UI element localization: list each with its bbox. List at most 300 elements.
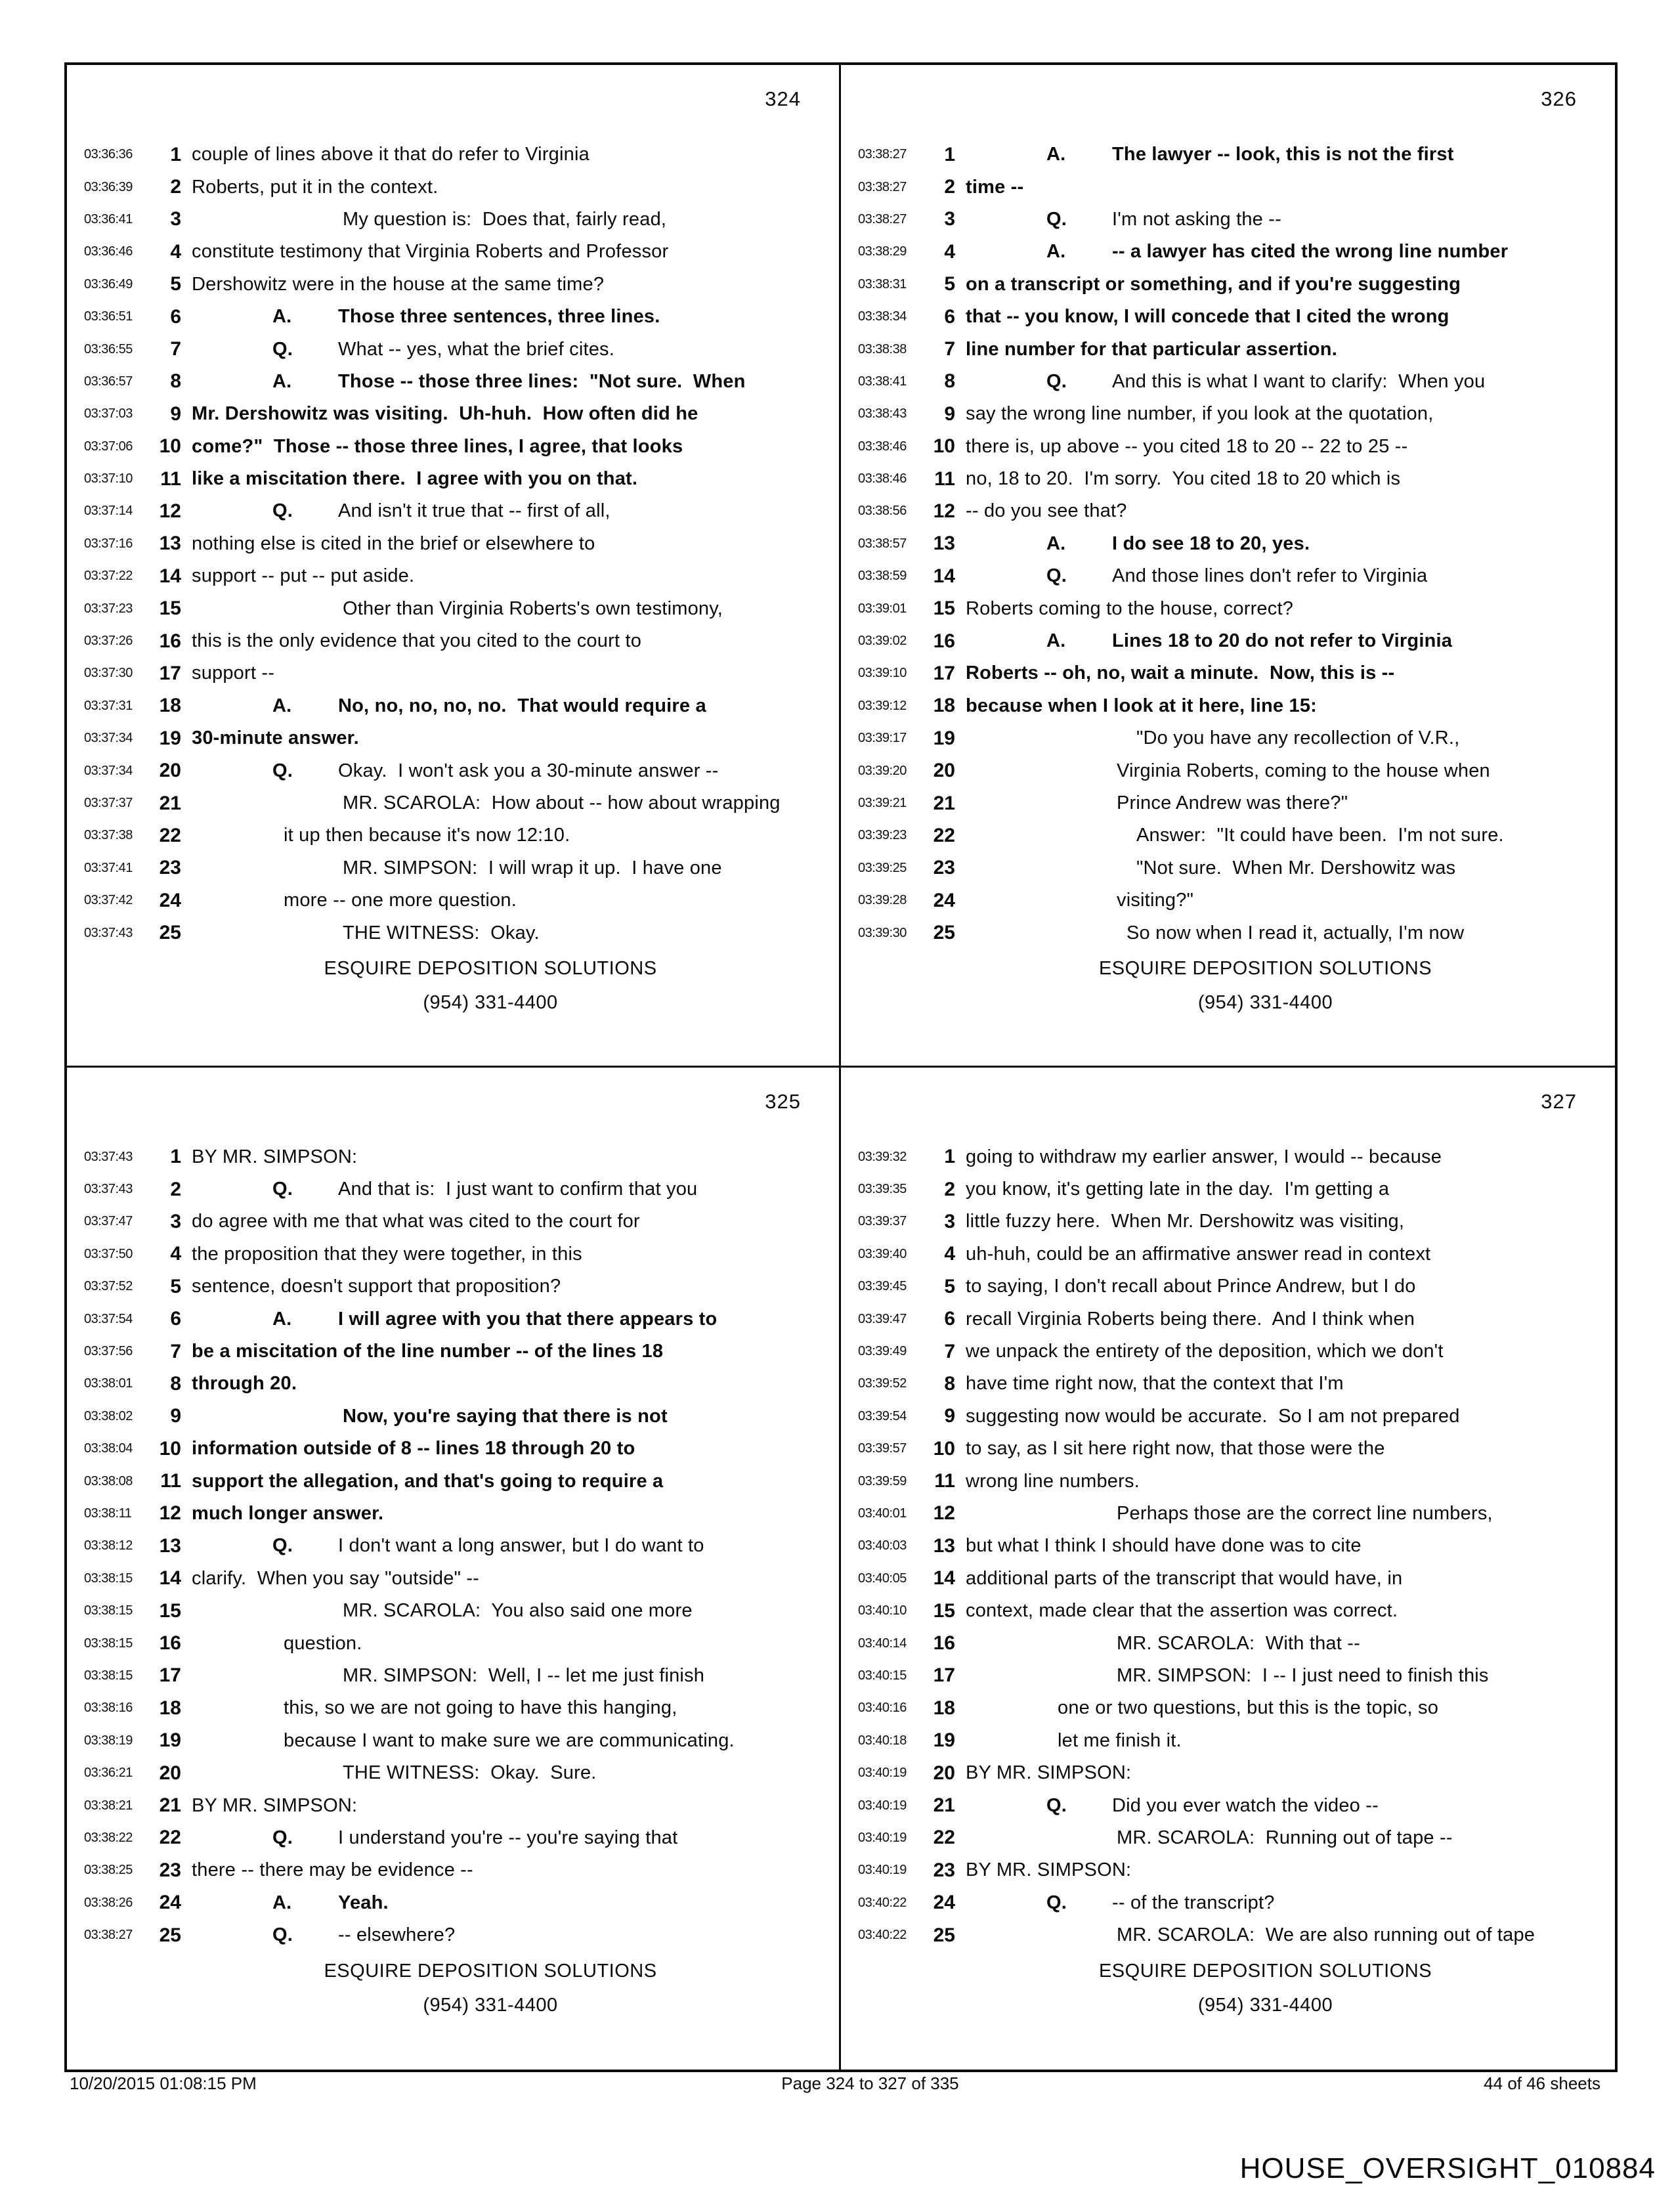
line-timestamp: 03:37:47 [84, 1214, 133, 1229]
transcript-line [841, 1530, 1610, 1562]
transcript-line [841, 204, 1610, 236]
line-number: 24 [933, 889, 955, 911]
line-timestamp: 03:37:10 [84, 471, 133, 487]
line-number: 21 [159, 792, 181, 814]
transcript-line [841, 366, 1610, 398]
line-number: 15 [159, 597, 181, 620]
page-number: 324 [765, 87, 801, 110]
transcript-line [67, 852, 834, 884]
line-timestamp: 03:40:22 [858, 1895, 907, 1910]
line-text: this is the only evidence that you cited to the court to [192, 630, 642, 652]
line-text: Q. -- of the transcript? [1046, 1892, 1275, 1913]
transcript-line [67, 884, 834, 917]
line-number: 7 [944, 338, 955, 360]
transcript-line [67, 1335, 834, 1368]
qa-marker: A. [1046, 532, 1066, 554]
transcript-line [67, 1563, 834, 1595]
line-number: 17 [159, 1664, 181, 1687]
line-text: question. [284, 1632, 362, 1654]
footer-sheet-count: 44 of 46 sheets [1484, 2073, 1600, 2093]
line-text: Prince Andrew was there?" [1117, 792, 1348, 813]
line-timestamp: 03:39:45 [858, 1279, 907, 1294]
line-text: support -- [192, 662, 275, 684]
line-text: no, 18 to 20. I'm sorry. You cited 18 to 20 which is [966, 468, 1401, 490]
line-timestamp: 03:39:01 [858, 601, 907, 616]
line-number: 8 [170, 1372, 181, 1395]
line-number: 17 [933, 662, 955, 684]
transcript-line [841, 1368, 1610, 1400]
transcript-line [841, 1303, 1610, 1335]
transcript-line [67, 787, 834, 819]
line-text: much longer answer. [192, 1502, 384, 1524]
transcript-line [67, 1498, 834, 1530]
transcript-line [841, 625, 1610, 657]
transcript-line [841, 852, 1610, 884]
line-number: 21 [159, 1794, 181, 1816]
transcript-line [841, 495, 1610, 527]
line-number: 4 [944, 240, 955, 263]
page-footer-phone: (954) 331-4400 [1197, 992, 1333, 1013]
line-text: little fuzzy here. When Mr. Dershowitz was visiting, [966, 1211, 1405, 1232]
line-timestamp: 03:37:31 [84, 698, 133, 713]
line-text: MR. SCAROLA: We are also running out of tape [1117, 1924, 1535, 1946]
transcript-line [841, 787, 1610, 819]
transcript-page-326 [841, 65, 1615, 1068]
line-timestamp: 03:38:34 [858, 309, 907, 324]
line-text: constitute testimony that Virginia Roberts and Professor [192, 241, 669, 263]
line-text: uh-huh, could be an affirmative answer read in context [966, 1243, 1431, 1265]
line-text: line number for that particular assertion. [966, 338, 1337, 360]
transcript-line [67, 819, 834, 852]
transcript-line [841, 1205, 1610, 1238]
line-text: Q. And those lines don't refer to Virginia [1046, 565, 1428, 587]
pages-grid [64, 62, 1618, 2072]
line-number: 9 [944, 1405, 955, 1427]
line-timestamp: 03:38:46 [858, 439, 907, 454]
transcript-line [67, 1303, 834, 1335]
transcript-line [841, 1660, 1610, 1692]
line-timestamp: 03:38:12 [84, 1538, 133, 1553]
line-timestamp: 03:37:52 [84, 1279, 133, 1294]
line-number: 12 [933, 1502, 955, 1525]
line-timestamp: 03:39:12 [858, 698, 907, 713]
line-text: Now, you're saying that there is not [343, 1405, 668, 1427]
line-number: 8 [944, 370, 955, 393]
transcript-line [67, 431, 834, 463]
line-number: 23 [159, 1859, 181, 1881]
transcript-page-324 [67, 65, 841, 1068]
line-number: 5 [944, 273, 955, 295]
line-number: 13 [933, 532, 955, 555]
line-text: have time right now, that the context that I'm [966, 1373, 1344, 1395]
line-text: it up then because it's now 12:10. [284, 825, 570, 846]
line-text: A. No, no, no, no, no. That would require a [272, 695, 706, 716]
transcript-line [841, 1595, 1610, 1627]
line-text: BY MR. SIMPSON: [192, 1146, 358, 1167]
line-timestamp: 03:37:37 [84, 796, 133, 810]
line-timestamp: 03:37:56 [84, 1344, 133, 1359]
line-number: 7 [944, 1340, 955, 1362]
transcript-line [67, 1660, 834, 1692]
line-number: 7 [170, 1340, 181, 1362]
transcript-line [841, 884, 1610, 917]
line-timestamp: 03:40:19 [858, 1766, 907, 1781]
line-number: 22 [159, 824, 181, 846]
line-timestamp: 03:36:51 [84, 309, 133, 324]
transcript-line [67, 236, 834, 268]
line-number: 3 [944, 1210, 955, 1232]
line-text: time -- [966, 176, 1024, 198]
qa-marker: Q. [1046, 370, 1067, 392]
line-text: Roberts -- oh, no, wait a minute. Now, this is -- [966, 662, 1395, 684]
transcript-line [67, 1238, 834, 1270]
transcript-line [67, 1141, 834, 1173]
line-timestamp: 03:36:41 [84, 211, 133, 227]
line-timestamp: 03:38:27 [858, 147, 907, 162]
line-text: Q. I understand you're -- you're saying that [272, 1827, 678, 1848]
line-timestamp: 03:37:06 [84, 439, 133, 454]
line-timestamp: 03:39:40 [858, 1246, 907, 1261]
line-text: support the allegation, and that's going to require a [192, 1470, 664, 1492]
page-footer-company: ESQUIRE DEPOSITION SOLUTIONS [324, 958, 657, 979]
line-text: "Not sure. When Mr. Dershowitz was [1136, 857, 1456, 878]
line-timestamp: 03:37:22 [84, 569, 133, 584]
line-number: 4 [170, 1243, 181, 1265]
line-text: there is, up above -- you cited 18 to 20 -- 22 to 25 -- [966, 435, 1408, 457]
line-text: MR. SCAROLA: You also said one more [343, 1600, 693, 1622]
line-number: 4 [944, 1243, 955, 1265]
line-timestamp: 03:40:18 [858, 1733, 907, 1748]
line-text: come?" Those -- those three lines, I agree, that looks [192, 435, 683, 457]
line-text: A. Yeah. [272, 1892, 389, 1913]
line-timestamp: 03:37:38 [84, 828, 133, 843]
line-timestamp: 03:39:59 [858, 1473, 907, 1488]
line-number: 23 [933, 857, 955, 879]
line-timestamp: 03:37:42 [84, 893, 133, 908]
transcript-lines [67, 1141, 834, 1952]
line-number: 5 [170, 273, 181, 295]
qa-marker: Q. [1046, 1794, 1067, 1816]
transcript-line [841, 269, 1610, 301]
line-text: My question is: Does that, fairly read, [343, 208, 667, 230]
line-text: because I want to make sure we are communicating. [284, 1729, 735, 1751]
line-text: MR. SCAROLA: Running out of tape -- [1117, 1827, 1453, 1848]
line-text: because when I look at it here, line 15: [966, 695, 1317, 716]
line-timestamp: 03:40:03 [858, 1538, 907, 1553]
line-text: through 20. [192, 1373, 297, 1395]
qa-marker: A. [272, 1892, 292, 1913]
line-timestamp: 03:40:01 [858, 1506, 907, 1521]
line-number: 25 [159, 922, 181, 944]
line-timestamp: 03:39:37 [858, 1214, 907, 1229]
line-number: 9 [170, 402, 181, 425]
line-text: So now when I read it, actually, I'm now [1127, 922, 1465, 943]
line-number: 2 [170, 1178, 181, 1200]
line-timestamp: 03:36:55 [84, 341, 133, 357]
qa-marker: Q. [1046, 208, 1067, 230]
line-number: 23 [159, 857, 181, 879]
line-text: BY MR. SIMPSON: [966, 1762, 1132, 1784]
line-text: additional parts of the transcript that would have, in [966, 1567, 1403, 1589]
transcript-line [67, 139, 834, 171]
line-number: 18 [933, 1697, 955, 1719]
line-text: you know, it's getting late in the day. I'm getting a [966, 1179, 1390, 1200]
line-timestamp: 03:39:20 [858, 763, 907, 778]
line-number: 20 [933, 760, 955, 782]
transcript-line [67, 495, 834, 527]
line-timestamp: 03:36:21 [84, 1766, 133, 1781]
transcript-line [841, 819, 1610, 852]
line-number: 10 [933, 435, 955, 458]
transcript-line [67, 204, 834, 236]
line-number: 1 [170, 1146, 181, 1168]
transcript-line [67, 754, 834, 787]
line-timestamp: 03:39:49 [858, 1344, 907, 1359]
line-text: clarify. When you say "outside" -- [192, 1567, 480, 1589]
line-text: Answer: "It could have been. I'm not sure. [1136, 825, 1504, 846]
line-number: 11 [934, 1470, 955, 1492]
line-timestamp: 03:38:41 [858, 374, 907, 389]
line-number: 24 [159, 889, 181, 911]
line-text: Q. Okay. I won't ask you a 30-minute answer -- [272, 760, 719, 781]
line-timestamp: 03:36:36 [84, 147, 133, 162]
transcript-line [67, 269, 834, 301]
line-number: 18 [933, 695, 955, 717]
line-text: be a miscitation of the line number -- of the lines 18 [192, 1341, 664, 1362]
qa-marker: A. [272, 306, 292, 328]
line-number: 24 [933, 1892, 955, 1914]
transcript-page-325 [67, 1068, 841, 2070]
line-timestamp: 03:37:14 [84, 504, 133, 519]
line-text: one or two questions, but this is the topic, so [1058, 1697, 1439, 1719]
transcript-line [841, 722, 1610, 754]
line-text: MR. SIMPSON: I -- I just need to finish this [1117, 1664, 1489, 1686]
transcript-line [67, 1595, 834, 1627]
transcript-line [67, 1400, 834, 1433]
line-timestamp: 03:38:38 [858, 341, 907, 357]
line-timestamp: 03:37:43 [84, 925, 133, 940]
transcript-line [841, 1822, 1610, 1854]
line-timestamp: 03:40:16 [858, 1701, 907, 1716]
transcript-line [841, 1692, 1610, 1724]
line-number: 22 [933, 1827, 955, 1849]
line-text: Dershowitz were in the house at the same time? [192, 273, 605, 295]
line-timestamp: 03:38:27 [84, 1928, 133, 1943]
line-number: 3 [170, 208, 181, 230]
line-timestamp: 03:36:39 [84, 179, 133, 194]
line-number: 14 [933, 565, 955, 587]
transcript-line [67, 1919, 834, 1951]
transcript-line [841, 1238, 1610, 1270]
line-timestamp: 03:39:21 [858, 796, 907, 810]
line-number: 6 [170, 305, 181, 328]
transcript-line [841, 171, 1610, 203]
line-text: there -- there may be evidence -- [192, 1859, 473, 1881]
line-number: 15 [159, 1599, 181, 1622]
line-timestamp: 03:39:52 [858, 1376, 907, 1391]
transcript-line [841, 528, 1610, 560]
transcript-line [67, 1692, 834, 1724]
transcript-line [67, 1789, 834, 1821]
line-timestamp: 03:38:04 [84, 1441, 133, 1456]
line-text: like a miscitation there. I agree with you on that. [192, 468, 638, 490]
line-number: 15 [933, 597, 955, 620]
qa-marker: Q. [272, 760, 293, 781]
page-number: 325 [765, 1089, 801, 1113]
line-timestamp: 03:36:57 [84, 374, 133, 389]
line-text: A. I do see 18 to 20, yes. [1046, 532, 1310, 554]
line-number: 19 [933, 1729, 955, 1752]
footer-timestamp: 10/20/2015 01:08:15 PM [70, 2073, 257, 2093]
line-text: to say, as I sit here right now, that those were the [966, 1438, 1385, 1460]
line-number: 3 [944, 208, 955, 230]
line-number: 17 [159, 662, 181, 684]
line-text: Virginia Roberts, coming to the house when [1117, 760, 1490, 781]
line-text: A. The lawyer -- look, this is not the first [1046, 144, 1454, 165]
line-text: BY MR. SIMPSON: [966, 1859, 1132, 1881]
transcript-line [841, 917, 1610, 949]
transcript-line [841, 1173, 1610, 1205]
line-number: 2 [944, 1178, 955, 1200]
transcript-line [67, 1886, 834, 1919]
transcript-line [841, 333, 1610, 365]
transcript-line [841, 592, 1610, 624]
line-text: to saying, I don't recall about Prince Andrew, but I do [966, 1276, 1416, 1297]
transcript-line [841, 1465, 1610, 1497]
line-number: 4 [170, 240, 181, 263]
line-timestamp: 03:38:56 [858, 504, 907, 519]
qa-marker: Q. [272, 1924, 293, 1946]
page-footer-company: ESQUIRE DEPOSITION SOLUTIONS [324, 1960, 657, 1982]
line-number: 23 [933, 1859, 955, 1881]
line-text: the proposition that they were together, in this [192, 1243, 582, 1265]
line-number: 19 [159, 1729, 181, 1752]
line-number: 20 [159, 1762, 181, 1784]
line-timestamp: 03:38:27 [858, 211, 907, 227]
transcript-line [841, 1789, 1610, 1821]
line-number: 6 [170, 1308, 181, 1330]
line-timestamp: 03:36:49 [84, 276, 133, 292]
page-footer-phone: (954) 331-4400 [423, 992, 558, 1013]
line-text: that -- you know, I will concede that I cited the wrong [966, 306, 1449, 328]
transcript-lines [67, 139, 834, 949]
line-text: visiting?" [1117, 890, 1194, 911]
line-timestamp: 03:39:54 [858, 1408, 907, 1423]
line-text: Q. I don't want a long answer, but I do want to [272, 1535, 704, 1557]
transcript-line [841, 1627, 1610, 1659]
line-number: 13 [159, 1534, 181, 1557]
transcript-line [841, 1433, 1610, 1465]
transcript-line [67, 1368, 834, 1400]
line-text: THE WITNESS: Okay. [343, 922, 540, 943]
line-timestamp: 03:38:59 [858, 569, 907, 584]
line-timestamp: 03:38:31 [858, 276, 907, 292]
transcript-line [841, 1563, 1610, 1595]
transcript-line [67, 1822, 834, 1854]
line-text: support -- put -- put aside. [192, 565, 415, 587]
line-number: 9 [170, 1405, 181, 1427]
transcript-line [67, 1433, 834, 1465]
line-text: A. I will agree with you that there appears to [272, 1308, 718, 1330]
transcript-line [67, 592, 834, 624]
line-text: we unpack the entirety of the deposition, which we don't [966, 1341, 1444, 1362]
line-number: 25 [159, 1924, 181, 1946]
qa-marker: Q. [1046, 1892, 1067, 1913]
line-text: Q. And that is: I just want to confirm that you [272, 1179, 698, 1200]
line-text: A. Those three sentences, three lines. [272, 306, 660, 328]
transcript-line [841, 560, 1610, 592]
line-timestamp: 03:38:29 [858, 244, 907, 259]
transcript-line [67, 1530, 834, 1562]
line-number: 10 [933, 1437, 955, 1460]
line-number: 18 [159, 695, 181, 717]
line-text: MR. SIMPSON: I will wrap it up. I have one [343, 857, 722, 878]
line-timestamp: 03:37:26 [84, 634, 133, 649]
line-number: 16 [159, 1632, 181, 1655]
line-timestamp: 03:38:15 [84, 1668, 133, 1683]
line-text: nothing else is cited in the brief or elsewhere to [192, 532, 595, 554]
line-text: recall Virginia Roberts being there. And I think when [966, 1308, 1415, 1330]
transcript-line [67, 917, 834, 949]
line-text: A. Lines 18 to 20 do not refer to Virginia [1046, 630, 1453, 652]
line-timestamp: 03:37:34 [84, 763, 133, 778]
transcript-line [67, 1270, 834, 1303]
line-timestamp: 03:40:19 [858, 1830, 907, 1845]
transcript-line [841, 463, 1610, 495]
qa-marker: Q. [272, 338, 293, 360]
transcript-line [841, 690, 1610, 722]
line-timestamp: 03:39:23 [858, 828, 907, 843]
line-timestamp: 03:38:19 [84, 1733, 133, 1748]
transcript-line [67, 657, 834, 689]
qa-marker: Q. [272, 1179, 293, 1200]
transcript-line [841, 301, 1610, 333]
line-timestamp: 03:37:41 [84, 860, 133, 875]
line-timestamp: 03:38:15 [84, 1571, 133, 1586]
qa-marker: Q. [272, 1827, 293, 1848]
line-text: Q. And this is what I want to clarify: When you [1046, 370, 1486, 392]
line-number: 11 [160, 467, 181, 490]
page-footer [946, 951, 1585, 1020]
page-number: 326 [1541, 87, 1577, 110]
line-text: Roberts, put it in the context. [192, 176, 439, 198]
line-number: 10 [159, 435, 181, 458]
transcript-line [67, 528, 834, 560]
line-timestamp: 03:40:10 [858, 1603, 907, 1618]
line-number: 2 [944, 176, 955, 198]
transcript-line [841, 1270, 1610, 1303]
line-timestamp: 03:37:03 [84, 406, 133, 422]
line-text: Perhaps those are the correct line numbers, [1117, 1502, 1493, 1524]
line-timestamp: 03:37:43 [84, 1182, 133, 1197]
line-timestamp: 03:38:43 [858, 406, 907, 422]
line-text: on a transcript or something, and if you're suggesting [966, 273, 1461, 295]
line-timestamp: 03:38:22 [84, 1830, 133, 1845]
transcript-line [67, 722, 834, 754]
line-timestamp: 03:39:35 [858, 1182, 907, 1197]
line-text: MR. SIMPSON: Well, I -- let me just finish [343, 1664, 705, 1686]
line-number: 20 [159, 760, 181, 782]
transcript-line [841, 1757, 1610, 1789]
line-text: BY MR. SIMPSON: [192, 1794, 358, 1816]
page-number: 327 [1541, 1089, 1577, 1113]
line-number: 6 [944, 305, 955, 328]
line-number: 17 [933, 1664, 955, 1687]
line-timestamp: 03:40:19 [858, 1798, 907, 1813]
transcript-line [841, 754, 1610, 787]
page-footer [946, 1954, 1585, 2022]
line-number: 1 [944, 143, 955, 165]
